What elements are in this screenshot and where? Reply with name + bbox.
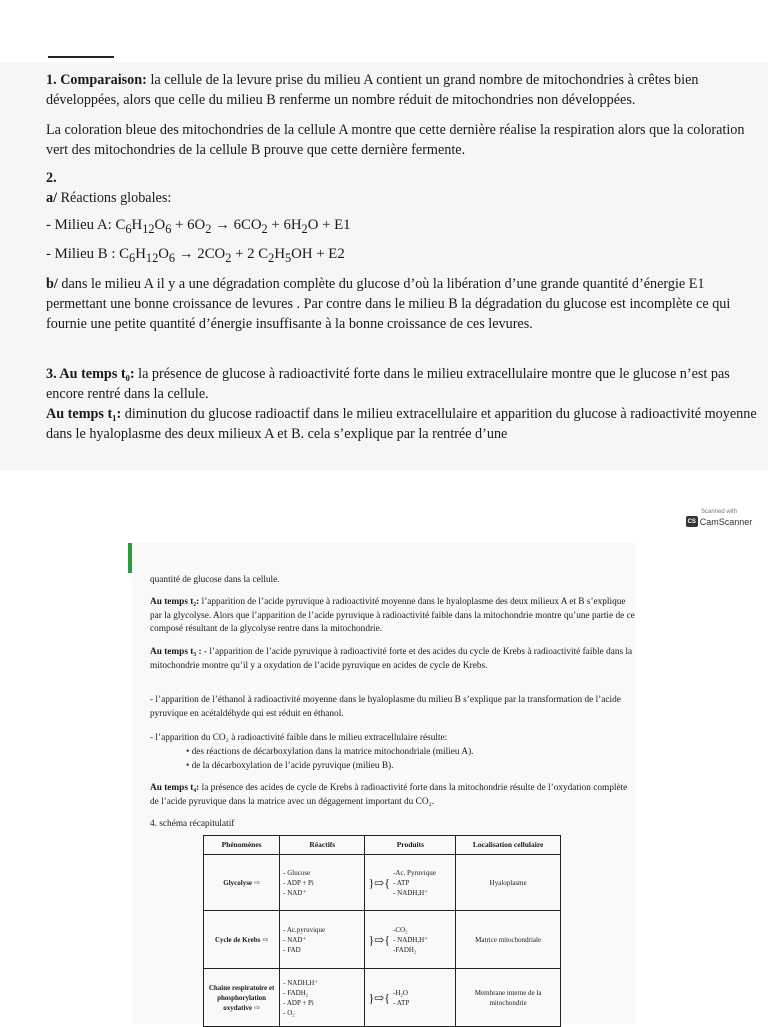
- header-localisation: Localisation cellulaire: [456, 836, 561, 855]
- cell-phenomene: Glycolyse ⇨: [204, 855, 280, 911]
- cell-reactifs: - Ac.pyruvique - NAD⁺ - FAD: [280, 911, 365, 969]
- header-phenomenes: Phénomènes: [204, 836, 280, 855]
- cell-localisation: Matrice mitochondriale: [456, 911, 561, 969]
- paragraph-t4: Au temps t₄: la présence des acides de cycle de Krebs à radioactivité forte dans la mitochondrie résulte de l’oxydation complète de l’acide pyruvique dans la matrice avec un dégagement important du CO₂.: [150, 783, 628, 807]
- double-arrow-icon: ⇨: [254, 878, 260, 887]
- top-rule: [48, 56, 114, 58]
- cell-reactifs: - Glucose - ADP + Pi - NAD⁺: [280, 855, 365, 911]
- bullet-decarboxylation-matrice: • des réactions de décarboxylation dans la matrice mitochondriale (milieu A).: [186, 747, 474, 757]
- heading-schema: 4. schéma récapitulatif: [150, 819, 235, 829]
- paragraph-t2: Au temps t₂: l’apparition de l’acide pyruvique à radioactivité moyenne dans le hyaloplasme des deux milieux A et B s’explique par la glycolyse. Alors que l’apparition de l’acide pyruvique à radioactivité faible dans la mitochondrie montre qu’une partie de ce composé résultant de la glycolyse rentre dans la mitochondrie.: [150, 597, 635, 634]
- brace-arrow-icon: }⇨{: [368, 932, 391, 947]
- cell-produits: }⇨{ -H₂O - ATP: [365, 969, 456, 1027]
- brace-arrow-icon: }⇨{: [368, 875, 391, 890]
- camscanner-logo-icon: CS: [686, 516, 698, 527]
- paragraph-coloration: La coloration bleue des mitochondries de la cellule A montre que cette dernière réalise la respiration alors que la coloration vert des mitochondries de la cellule B prouve que cette dernière fermente.: [46, 122, 745, 158]
- paragraph-t3: Au temps t₃ : - l’apparition de l’acide pyruvique à radioactivité forte et des acides du cycle de Krebs à radioactivité faible dans la mitochondrie montre qu’il y a oxydation de l’acide pyruvique en acides de cycle de Krebs.: [150, 647, 633, 671]
- cell-phenomene: Cycle de Krebs ⇨: [204, 911, 280, 969]
- double-arrow-icon: ⇨: [254, 1003, 260, 1012]
- section-number-2: 2.: [46, 170, 57, 186]
- paragraph-ethanol: - l’apparition de l’éthanol à radioactivité moyenne dans le hyaloplasme du milieu B s’explique par la transformation de l’acide pyruvique en acétaldéhyde qui est réduit en éthanol.: [150, 695, 621, 719]
- equation-milieu-b: - Milieu B : $C_6H_{12}O_6 \to 2CO_2 + 2$ $C_2H_5OH + E2$: [46, 246, 345, 265]
- table-row: [204, 911, 561, 969]
- paragraph-t1: Au temps t₁: diminution du glucose radioactif dans le milieu extracellulaire et apparition du glucose à radioactivité moyenne dans le hyaloplasme des deux milieux A et B. cela s’explique par la rentrée d’une: [46, 406, 757, 442]
- table-header-row: [204, 836, 561, 855]
- heading-reactions: a/ Réactions globales:: [46, 190, 172, 206]
- scanned-with-label: Scanned with: [700, 509, 738, 515]
- paragraph-t0: 3. Au temps t₀: la présence de glucose à radioactivité forte dans le milieu extracellulaire montre que le glucose n’est pas encore rentré dans la cellule.: [46, 366, 730, 402]
- p2-line-quantite: quantité de glucose dans la cellule.: [150, 575, 280, 585]
- header-produits: Produits: [365, 836, 456, 855]
- cell-localisation: Hyaloplasme: [456, 855, 561, 911]
- green-margin-mark: [128, 543, 132, 573]
- header-reactifs: Réactifs: [280, 836, 365, 855]
- cell-reactifs: - NADH,H⁺ - FADH₂ - ADP + Pi - O₂: [280, 969, 365, 1027]
- cell-produits: }⇨{-CO₂ - NADH,H⁺ -FADH₂: [365, 911, 456, 969]
- cell-localisation: Membrane interne de la mitochondrie: [456, 969, 561, 1027]
- cell-produits: }⇨{-Ac. Pyruvique - ATP - NADH,H⁺: [365, 855, 456, 911]
- paragraph-comparaison: 1. Comparaison: la cellule de la levure prise du milieu A contient un grand nombre de mitochondries à crêtes bien développées, alors que celle du milieu B renferme un nombre réduit de mitochondries non développées.: [46, 72, 699, 108]
- camscanner-name: CamScanner: [699, 516, 753, 527]
- paragraph-co2: - l’apparition du CO₂ à radioactivité faible dans le milieu extracellulaire résulte:: [150, 733, 448, 743]
- table-row: [204, 855, 561, 911]
- cell-phenomene: Chaine respiratoire et phosphorylation oxydative ⇨: [204, 969, 280, 1027]
- recap-table: [203, 835, 561, 1027]
- brace-arrow-icon: }⇨{: [368, 990, 391, 1005]
- double-arrow-icon: ⇨: [262, 935, 269, 944]
- equation-milieu-a: - Milieu A: $C_6H_{12}O_6 + 6O_2 \to 6CO_2 + 6H_2O + E1$: [46, 217, 351, 236]
- camscanner-badge: [680, 508, 758, 534]
- bullet-decarboxylation-pyruvique: • de la décarboxylation de l’acide pyruvique (milieu B).: [186, 761, 394, 771]
- table-row: [204, 969, 561, 1027]
- paragraph-b: b/ dans le milieu A il y a une dégradation complète du glucose d’où la libération d’une grande quantité d’énergie E1 permettant une bonne croissance de levures . Par contre dans le milieu B la dégradation du glucose est incomplète ce qui fournie une petite quantité d’énergie insuffisante à la bonne croissance de ces levures.: [46, 276, 731, 332]
